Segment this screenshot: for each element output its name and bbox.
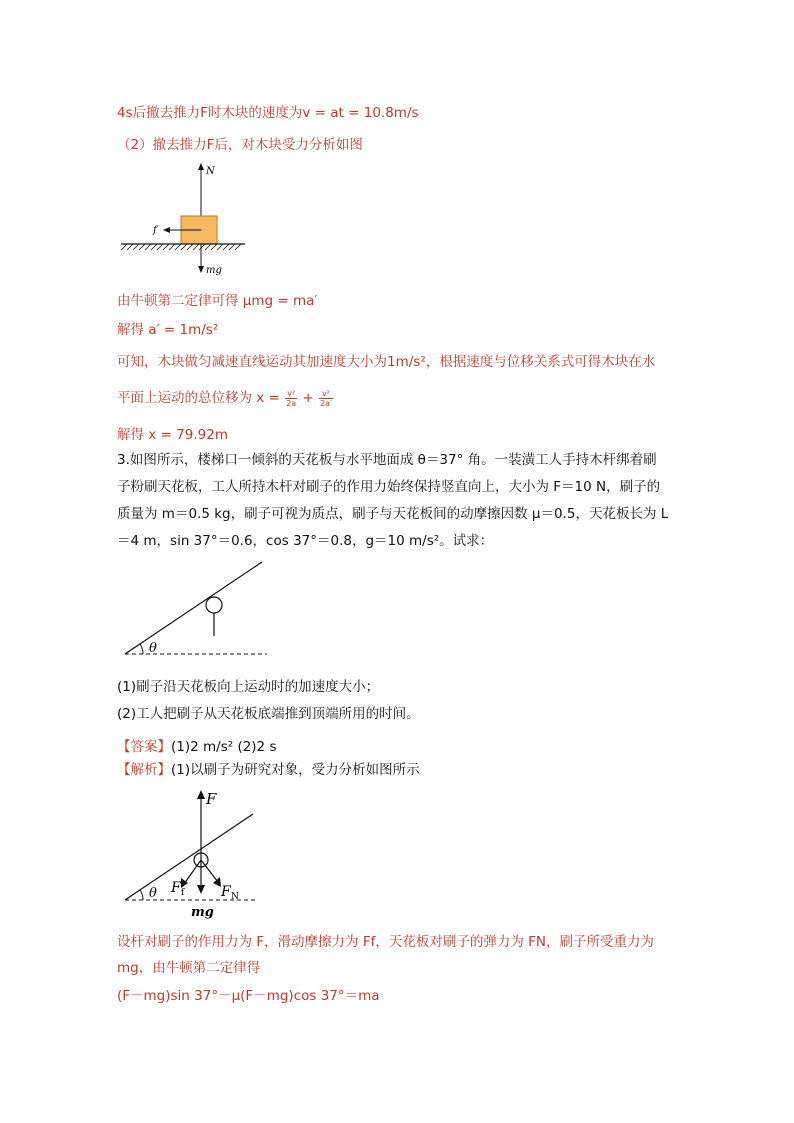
- newton-law-line: 由牛顿第二定律可得 μmg = ma′: [117, 293, 318, 309]
- displacement-prefix: 平面上运动的总位移为 x =: [117, 390, 280, 406]
- angle-arc: [140, 644, 143, 654]
- solution-line1: 设杆对刷子的作用力为 F，滑动摩擦力为 Ff，天花板对刷子的弹力为 FN，刷子所受重力为: [117, 934, 655, 950]
- fig3-label-F: F: [206, 790, 217, 808]
- problem3-line4: ＝4 m，sin 37°＝0.6，cos 37°＝0.8，g＝10 m/s²。试求：: [117, 533, 494, 549]
- force-analysis-diagram: [117, 784, 267, 924]
- fraction-2: $\frac{\text{v²}}{2a'}$: [320, 388, 332, 408]
- problem3-line2: 子粉刷天花板，工人所持木杆对刷子的作用力始终保持竖直向上，大小为 F＝10 N，刷子的: [117, 479, 661, 495]
- deceleration-line: 可知，木块做匀减速直线运动其加速度大小为1m/s²，根据速度与位移关系式可得木块在水: [117, 354, 656, 370]
- problem3-line1: 3.如图所示，楼梯口一倾斜的天花板与水平地面成 θ＝37° 角。一装潢工人手持木杆绑着刷: [117, 452, 657, 468]
- plus-sign: +: [302, 390, 314, 406]
- answer-line: [117, 737, 276, 757]
- solution-line2: mg，由牛顿第二定律得: [117, 960, 261, 976]
- analysis-text: (1)以刷子为研究对象，受力分析如图所示: [171, 762, 420, 778]
- ceiling-line: [125, 562, 262, 654]
- analysis-line: [117, 760, 420, 780]
- analysis-tag: 【解析】: [117, 762, 171, 778]
- problem3-line3: 质量为 m＝0.5 kg，刷子可视为质点，刷子与天花板间的动摩擦因数 μ＝0.5，天花板长为 L: [117, 506, 669, 522]
- fig3-ceiling-line: [125, 814, 253, 900]
- brush-circle: [206, 597, 222, 613]
- fig3-label-FN-sub: N: [231, 892, 239, 902]
- FN-arrow: [201, 860, 218, 882]
- ceiling-diagram: [117, 558, 277, 662]
- fig1-label-mg: mg: [206, 265, 222, 276]
- question-2: (2)工人把刷子从天花板底端推到顶端所用的时间。: [117, 706, 420, 722]
- fig1-label-f: f: [153, 225, 157, 236]
- ground-hatching: [121, 244, 241, 250]
- block-force-diagram: [117, 160, 247, 280]
- solve-x-line: 解得 x = 79.92m: [117, 427, 228, 443]
- fig3-label-FN: F: [221, 884, 231, 900]
- answer-tag: 【答案】: [117, 739, 171, 755]
- fig3-label-mg: mg: [191, 905, 214, 920]
- fig3-label-theta: θ: [149, 886, 157, 901]
- fig1-label-N: N: [206, 166, 215, 177]
- fraction-1: $\frac{\text{v²}}{2a}$: [286, 388, 297, 408]
- fig3-label-Ff: F: [171, 880, 181, 896]
- displacement-line: [117, 388, 334, 408]
- fig2-label-theta: θ: [149, 641, 157, 656]
- answer-text: (1)2 m/s² (2)2 s: [171, 739, 277, 755]
- velocity-line: 4s后撤去推力F时木块的速度为v = at = 10.8m/s: [117, 105, 419, 121]
- Ff-arrow: [184, 860, 201, 884]
- solve-a-line: 解得 a′ = 1m/s²: [117, 322, 219, 338]
- remove-force-line: （2）撤去推力F后，对木块受力分析如图: [117, 137, 363, 153]
- fig3-label-Ff-sub: f: [181, 888, 185, 898]
- question-1: (1)刷子沿天花板向上运动时的加速度大小；: [117, 679, 380, 695]
- fig3-angle-arc: [140, 890, 143, 900]
- solution-line3: (F－mg)sin 37°－μ(F－mg)cos 37°＝ma: [117, 988, 380, 1004]
